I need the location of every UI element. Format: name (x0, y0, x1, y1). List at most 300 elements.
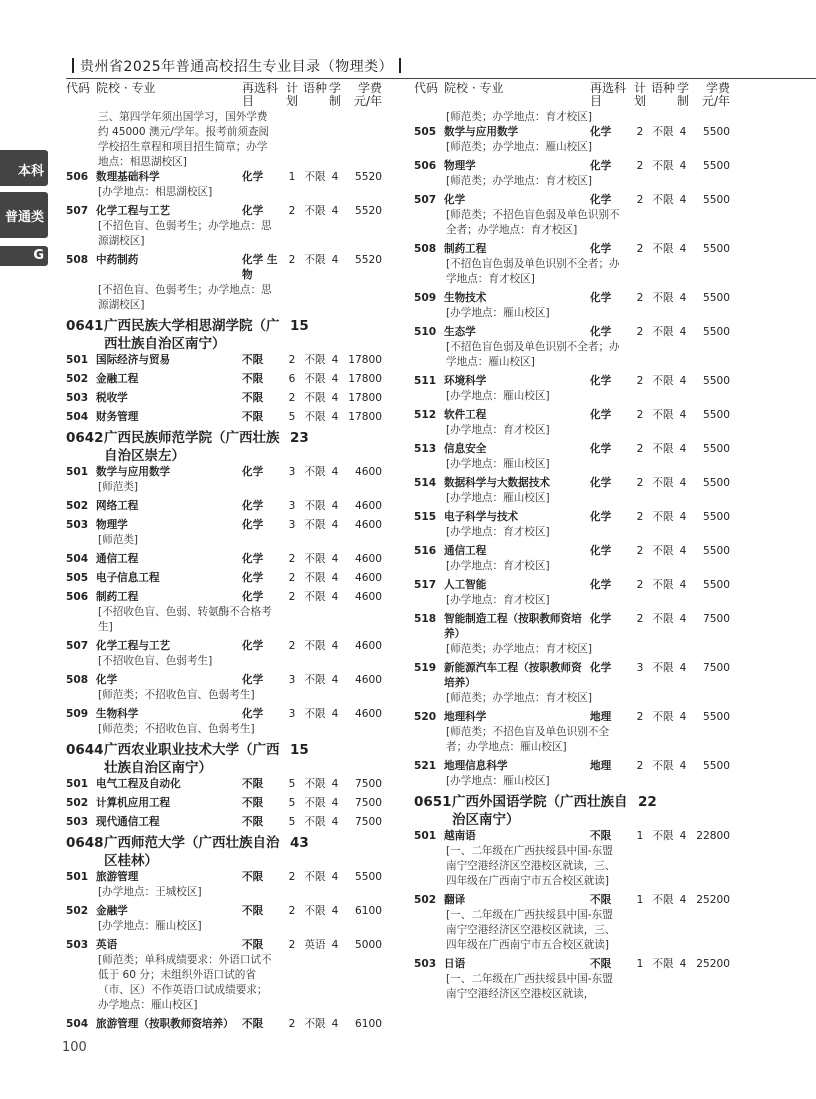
major-subj: 化学 (590, 126, 612, 138)
major-row (414, 325, 760, 340)
major-dur: 4 (331, 466, 339, 478)
major-plan: 2 (288, 572, 296, 584)
major-name: 新能源汽车工程（按职教师资培养） (444, 662, 582, 689)
major-fee: 5500 (703, 409, 730, 421)
major-code: 503 (66, 816, 89, 828)
major-subj: 化学 (590, 243, 612, 255)
major-code: 501 (66, 871, 89, 883)
column-header-duration: 学制 (328, 81, 341, 108)
major-row (66, 707, 412, 722)
major-dur: 4 (331, 411, 339, 423)
major-code: 502 (66, 905, 89, 917)
major-plan: 3 (288, 708, 296, 720)
major-fee: 5520 (355, 171, 382, 183)
major-row (414, 661, 760, 691)
major-code: 515 (414, 511, 437, 523)
major-subj: 化学 (242, 591, 264, 603)
major-name: 中药制药 (96, 254, 139, 266)
continued-note: [师范类；办学地点：育才校区] (446, 111, 592, 123)
major-name: 软件工程 (444, 409, 487, 421)
major-fee: 7500 (703, 613, 730, 625)
major-name: 电子科学与技术 (444, 511, 519, 523)
major-fee: 4600 (355, 640, 382, 652)
major-subj: 不限 (590, 894, 612, 906)
major-dur: 4 (331, 674, 339, 686)
column-header-subjects: 再选科目 (242, 81, 279, 108)
major-row (66, 518, 412, 533)
major-row (414, 612, 760, 642)
major-row (414, 374, 760, 389)
major-plan: 2 (636, 579, 644, 591)
major-dur: 4 (679, 662, 687, 674)
major-lang: 不限 (304, 797, 326, 809)
column-header-fee: 学费元/年 (353, 81, 382, 108)
major-row (414, 893, 760, 908)
school-plan: 22 (638, 794, 657, 810)
major-subj: 不限 (242, 778, 264, 790)
major-name: 物理学 (96, 519, 128, 531)
major-fee: 7500 (355, 778, 382, 790)
major-note: [不招色盲、色弱考生；办学地点：思源湖校区] (98, 220, 272, 247)
major-note: [办学地点：雁山校区] (446, 307, 550, 319)
major-note: [办学地点：雁山校区] (98, 920, 202, 932)
major-dur: 4 (679, 830, 687, 842)
major-subj: 化学 (242, 205, 264, 217)
major-dur: 4 (331, 871, 339, 883)
major-lang: 不限 (304, 171, 326, 183)
column-header-language: 语种 (650, 81, 675, 95)
major-plan: 2 (288, 591, 296, 603)
major-plan: 2 (288, 392, 296, 404)
side-tab-benke: 本科 (0, 150, 48, 186)
major-name: 金融学 (96, 905, 128, 917)
major-row (414, 125, 760, 140)
header-bar-right (399, 58, 401, 73)
major-dur: 4 (679, 443, 687, 455)
major-code: 501 (414, 830, 437, 842)
major-name: 生态学 (444, 326, 476, 338)
major-dur: 4 (331, 553, 339, 565)
major-row (66, 391, 412, 406)
major-fee: 7500 (703, 662, 730, 674)
major-subj: 化学 (242, 674, 264, 686)
major-code: 503 (66, 392, 89, 404)
major-code: 502 (66, 373, 89, 385)
major-dur: 4 (331, 171, 339, 183)
major-row (66, 353, 412, 368)
major-dur: 4 (679, 958, 687, 970)
major-row (66, 552, 412, 567)
major-entry (66, 673, 412, 703)
major-fee: 5500 (703, 579, 730, 591)
major-fee: 4600 (355, 591, 382, 603)
major-lang: 不限 (652, 760, 674, 772)
major-lang: 不限 (304, 591, 326, 603)
major-lang: 不限 (304, 466, 326, 478)
column-header-code: 代码 (66, 81, 91, 95)
major-name: 越南语 (444, 830, 476, 842)
major-fee: 5500 (355, 871, 382, 883)
major-name: 财务管理 (96, 411, 139, 423)
major-plan: 3 (636, 662, 644, 674)
major-entry (66, 707, 412, 737)
major-row (66, 639, 412, 654)
major-name: 通信工程 (444, 545, 487, 557)
major-entry (414, 510, 760, 540)
major-code: 502 (66, 797, 89, 809)
school-code: 0644 (66, 742, 104, 758)
major-code: 503 (414, 958, 437, 970)
major-fee: 5500 (703, 375, 730, 387)
school-code: 0642 (66, 430, 104, 446)
major-lang: 不限 (652, 477, 674, 489)
major-subj: 化学 生物 (242, 254, 278, 281)
major-code: 508 (66, 674, 89, 686)
major-name: 数理基础科学 (96, 171, 160, 183)
major-code: 501 (66, 778, 89, 790)
major-lang: 不限 (652, 894, 674, 906)
major-entry (414, 957, 760, 1002)
major-plan: 1 (636, 830, 644, 842)
school-code: 0641 (66, 318, 104, 334)
major-code: 519 (414, 662, 437, 674)
major-entry (66, 938, 412, 1013)
major-plan: 2 (636, 711, 644, 723)
major-fee: 25200 (696, 894, 730, 906)
major-fee: 4600 (355, 572, 382, 584)
side-tab-putonglei: 普通类 (0, 192, 48, 238)
school-heading (66, 317, 412, 353)
major-entry (414, 661, 760, 706)
major-subj: 化学 (242, 553, 264, 565)
major-lang: 不限 (304, 640, 326, 652)
major-code: 510 (414, 326, 437, 338)
major-note: [一、二年级在广西扶绥县中国-东盟南宁空港经济区空港校区就读， (446, 973, 613, 1000)
major-lang: 不限 (304, 708, 326, 720)
major-lang: 不限 (652, 160, 674, 172)
major-row (414, 544, 760, 559)
major-fee: 5520 (355, 254, 382, 266)
major-entry (414, 159, 760, 189)
major-name: 化学 (444, 194, 466, 206)
major-plan: 2 (636, 760, 644, 772)
major-note: [不招收色盲、色弱、转氨酶不合格考生] (98, 606, 272, 633)
major-lang: 不限 (652, 292, 674, 304)
major-lang: 不限 (304, 373, 326, 385)
major-row (66, 673, 412, 688)
major-row (414, 193, 760, 208)
major-name: 旅游管理（按职教师资培养） (96, 1018, 234, 1030)
major-row (414, 957, 760, 972)
major-fee: 5520 (355, 205, 382, 217)
school-heading (66, 429, 412, 465)
major-entry (414, 408, 760, 438)
school-heading (66, 741, 412, 777)
major-row (414, 510, 760, 525)
major-fee: 5500 (703, 243, 730, 255)
major-subj: 地理 (590, 711, 612, 723)
major-plan: 2 (636, 375, 644, 387)
major-lang: 不限 (304, 254, 326, 266)
major-plan: 6 (288, 373, 296, 385)
major-fee: 7500 (355, 816, 382, 828)
major-entry (414, 476, 760, 506)
major-subj: 化学 (590, 160, 612, 172)
major-row (414, 159, 760, 174)
major-row (66, 372, 412, 387)
major-dur: 4 (679, 243, 687, 255)
major-name: 国际经济与贸易 (96, 354, 171, 366)
major-subj: 化学 (242, 708, 264, 720)
major-entry (66, 372, 412, 387)
major-name: 旅游管理 (96, 871, 139, 883)
major-lang: 不限 (304, 572, 326, 584)
major-code: 508 (414, 243, 437, 255)
major-fee: 5500 (703, 160, 730, 172)
major-note: [不招色盲色弱及单色识别不全者；办学地点：雁山校区] (446, 341, 620, 368)
major-name: 数据科学与大数据技术 (444, 477, 550, 489)
school-name: 广西民族师范学院（广西壮族自治区崇左） (104, 430, 280, 464)
major-subj: 化学 (590, 545, 612, 557)
major-subj: 化学 (590, 292, 612, 304)
major-entry (414, 544, 760, 574)
major-lang: 不限 (652, 375, 674, 387)
major-dur: 4 (679, 160, 687, 172)
major-dur: 4 (331, 354, 339, 366)
column-header-school_major: 院校 · 专业 (96, 81, 156, 95)
major-note: [师范类；办学地点：育才校区] (446, 175, 592, 187)
major-note: [师范类；办学地点：育才校区] (446, 692, 592, 704)
major-row (66, 465, 412, 480)
major-code: 514 (414, 477, 437, 489)
major-subj: 化学 (590, 326, 612, 338)
major-lang: 不限 (304, 354, 326, 366)
major-code: 511 (414, 375, 437, 387)
major-name: 计算机应用工程 (96, 797, 171, 809)
column-header-plan: 计划 (633, 81, 646, 108)
major-subj: 不限 (242, 1018, 264, 1030)
major-note: [师范类；办学地点：育才校区] (446, 643, 592, 655)
major-entry (414, 442, 760, 472)
major-entry (66, 204, 412, 249)
major-subj: 不限 (242, 354, 264, 366)
major-plan: 2 (288, 354, 296, 366)
school-name: 广西农业职业技术大学（广西壮族自治区南宁） (104, 742, 280, 776)
major-note: [师范类；不招色盲及单色识别不全者；办学地点：雁山校区] (446, 726, 610, 753)
major-code: 517 (414, 579, 437, 591)
school-code: 0648 (66, 835, 104, 851)
major-note: [不招色盲、色弱考生；办学地点：思源湖校区] (98, 284, 272, 311)
school-code: 0651 (414, 794, 452, 810)
major-name: 生物技术 (444, 292, 487, 304)
major-code: 508 (66, 254, 89, 266)
major-dur: 4 (331, 572, 339, 584)
major-subj: 不限 (242, 905, 264, 917)
major-code: 504 (66, 411, 89, 423)
major-lang: 不限 (304, 674, 326, 686)
major-entry (414, 578, 760, 608)
major-dur: 4 (679, 409, 687, 421)
major-code: 521 (414, 760, 437, 772)
school-plan: 43 (290, 835, 309, 851)
major-note: [不招收色盲、色弱考生] (98, 655, 213, 667)
major-fee: 5500 (703, 545, 730, 557)
major-fee: 17800 (348, 411, 382, 423)
major-note: [办学地点：育才校区] (446, 594, 550, 606)
major-entry (66, 170, 412, 200)
major-row (66, 815, 412, 830)
major-dur: 4 (331, 939, 339, 951)
major-subj: 化学 (590, 613, 612, 625)
major-plan: 2 (636, 160, 644, 172)
major-code: 504 (66, 1018, 89, 1030)
major-lang: 不限 (652, 243, 674, 255)
major-row (66, 1017, 412, 1032)
major-fee: 4600 (355, 674, 382, 686)
major-entry (66, 499, 412, 514)
major-row (66, 590, 412, 605)
major-note: [办学地点：雁山校区] (446, 458, 550, 470)
right-column (414, 82, 760, 1006)
major-fee: 5500 (703, 511, 730, 523)
major-row (414, 710, 760, 725)
major-name: 数学与应用数学 (96, 466, 171, 478)
major-fee: 4600 (355, 553, 382, 565)
major-subj: 地理 (590, 760, 612, 772)
major-entry (66, 590, 412, 635)
major-fee: 5500 (703, 760, 730, 772)
major-subj: 化学 (590, 375, 612, 387)
major-entry (66, 815, 412, 830)
school-heading (66, 834, 412, 870)
major-plan: 2 (636, 511, 644, 523)
major-lang: 不限 (652, 126, 674, 138)
major-code: 505 (414, 126, 437, 138)
major-row (66, 796, 412, 811)
major-name: 电气工程及自动化 (96, 778, 181, 790)
major-name: 税收学 (96, 392, 128, 404)
major-note: [师范类；不招收色盲、色弱考生] (98, 689, 255, 701)
major-dur: 4 (331, 905, 339, 917)
major-lang: 不限 (304, 553, 326, 565)
major-entry (66, 518, 412, 548)
major-fee: 17800 (348, 392, 382, 404)
major-dur: 4 (331, 797, 339, 809)
major-note: [办学地点：雁山校区] (446, 492, 550, 504)
major-subj: 不限 (242, 939, 264, 951)
page-header (66, 56, 407, 76)
school-name: 广西师范大学（广西壮族自治区桂林） (104, 835, 280, 869)
major-entry (414, 242, 760, 287)
column-header-school_major: 院校 · 专业 (444, 81, 504, 95)
major-fee: 4600 (355, 708, 382, 720)
major-row (66, 499, 412, 514)
major-dur: 4 (331, 591, 339, 603)
major-lang: 不限 (304, 519, 326, 531)
major-fee: 4600 (355, 519, 382, 531)
major-lang: 不限 (652, 830, 674, 842)
major-name: 制药工程 (444, 243, 487, 255)
page-number: 100 (62, 1040, 87, 1055)
major-entry (414, 759, 760, 789)
major-note: [办学地点：雁山校区] (446, 390, 550, 402)
column-header-fee: 学费元/年 (701, 81, 730, 108)
header-divider (66, 78, 816, 79)
major-subj: 化学 (242, 519, 264, 531)
major-row (66, 938, 412, 953)
major-lang: 不限 (304, 500, 326, 512)
major-lang: 不限 (652, 662, 674, 674)
major-fee: 7500 (355, 797, 382, 809)
column-header-subjects: 再选科目 (590, 81, 627, 108)
major-code: 501 (66, 354, 89, 366)
major-subj: 化学 (590, 662, 612, 674)
major-lang: 不限 (652, 409, 674, 421)
major-entry (66, 904, 412, 934)
major-entry (66, 253, 412, 313)
major-entry (414, 612, 760, 657)
major-lang: 不限 (652, 511, 674, 523)
major-row (414, 759, 760, 774)
major-note: [师范类] (98, 481, 139, 493)
major-note: [办学地点：育才校区] (446, 560, 550, 572)
major-entry (414, 193, 760, 238)
major-name: 翻译 (444, 894, 466, 906)
major-name: 金融工程 (96, 373, 139, 385)
major-row (414, 291, 760, 306)
major-entry (66, 870, 412, 900)
major-row (414, 829, 760, 844)
major-row (414, 476, 760, 491)
major-name: 地理信息科学 (444, 760, 508, 772)
major-entry (66, 571, 412, 586)
major-fee: 17800 (348, 373, 382, 385)
major-plan: 5 (288, 778, 296, 790)
major-plan: 3 (288, 500, 296, 512)
major-subj: 化学 (242, 572, 264, 584)
major-plan: 2 (288, 553, 296, 565)
major-note: [办学地点：雁山校区] (446, 775, 550, 787)
major-subj: 不限 (242, 392, 264, 404)
major-dur: 4 (331, 708, 339, 720)
major-row (414, 578, 760, 593)
major-code: 506 (66, 591, 89, 603)
major-lang: 不限 (652, 545, 674, 557)
major-entry (66, 1017, 412, 1032)
major-entry (414, 374, 760, 404)
major-fee: 6100 (355, 905, 382, 917)
major-row (66, 571, 412, 586)
major-subj: 不限 (242, 373, 264, 385)
school-name: 广西外国语学院（广西壮族自治区南宁） (452, 794, 628, 828)
major-dur: 4 (331, 816, 339, 828)
major-plan: 2 (288, 905, 296, 917)
major-lang: 不限 (304, 905, 326, 917)
major-lang: 不限 (652, 443, 674, 455)
major-dur: 4 (331, 1018, 339, 1030)
major-dur: 4 (679, 126, 687, 138)
major-plan: 3 (288, 674, 296, 686)
major-plan: 2 (636, 126, 644, 138)
major-lang: 不限 (652, 579, 674, 591)
major-name: 人工智能 (444, 579, 487, 591)
major-note: [办学地点：王城校区] (98, 886, 202, 898)
major-subj: 不限 (590, 830, 612, 842)
major-fee: 17800 (348, 354, 382, 366)
major-dur: 4 (331, 500, 339, 512)
major-row (66, 904, 412, 919)
column-header-duration: 学制 (676, 81, 689, 108)
